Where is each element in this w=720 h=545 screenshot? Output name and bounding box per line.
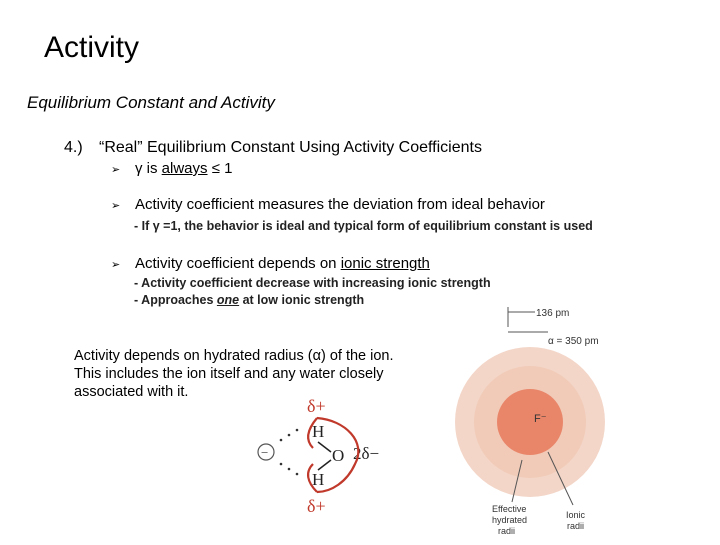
- two-delta-minus-label: 2δ−: [353, 444, 380, 463]
- slide-title: Activity: [44, 31, 140, 64]
- fluoride-ion-label: F⁻: [534, 413, 547, 425]
- paragraph-line: associated with it.: [74, 384, 189, 400]
- bullet-deviation: Activity coefficient measures the deviation from ideal behavior: [135, 196, 545, 213]
- bullet-gamma: [135, 160, 232, 178]
- bullet-gamma-always: always: [161, 160, 208, 177]
- hydrated-ion-figure: [448, 300, 608, 545]
- attraction-dot: [280, 439, 283, 442]
- arrow-bullet-icon: ➢: [111, 164, 121, 176]
- hydrated-label: hydrated: [492, 515, 528, 525]
- attraction-dot: [280, 463, 283, 466]
- slide-subtitle: Equilibrium Constant and Activity: [27, 93, 275, 112]
- oxygen-label: O: [332, 446, 345, 465]
- attraction-dot: [296, 429, 299, 432]
- bullet-gamma-pre: is: [142, 160, 162, 177]
- sub2-post: at low ionic strength: [239, 293, 365, 307]
- effective-label: Effective: [492, 504, 527, 514]
- item-heading: “Real” Equilibrium Constant Using Activity Coefficients: [99, 139, 482, 156]
- arrow-bullet-icon: ➢: [111, 200, 121, 212]
- bullet-ionic-pre: Activity coefficient depends on: [135, 255, 341, 272]
- attraction-dot: [296, 473, 299, 476]
- attraction-dot: [288, 434, 291, 437]
- dimension-136-label: 136 pm: [536, 308, 570, 319]
- water-dipole-svg: [255, 390, 405, 525]
- bullet-ionic-strength: [135, 255, 430, 273]
- bullet-ionic-sub2: [134, 292, 364, 308]
- bullet-gamma-post: ≤ 1: [207, 160, 233, 177]
- hydrated-ion-svg: [448, 300, 608, 540]
- h-top-label: H: [312, 422, 325, 441]
- ionic-label: Ionic: [566, 510, 586, 520]
- ion-core: [497, 389, 563, 455]
- item-number: 4.): [64, 139, 83, 156]
- oh-bond-bottom: [318, 460, 331, 470]
- attraction-dot: [288, 468, 291, 471]
- bullet-deviation-sub: - If γ =1, the behavior is ideal and typical form of equilibrium constant is used: [134, 219, 593, 233]
- radii-label-ionic: radii: [567, 521, 585, 531]
- bullet-ionic-sub1: - Activity coefficient decrease with increasing ionic strength: [134, 276, 491, 290]
- sub2-one: one: [216, 293, 240, 307]
- anion-minus-label: −: [261, 445, 269, 460]
- paragraph-line: This includes the ion itself and any water closely: [74, 366, 384, 382]
- delta-plus-bottom-label: δ+: [307, 496, 326, 516]
- gamma-symbol: γ: [135, 160, 143, 177]
- bullet-ionic-underlined: ionic strength: [340, 255, 430, 272]
- dimension-350-label: α = 350 pm: [548, 336, 599, 347]
- arrow-bullet-icon: ➢: [111, 259, 121, 271]
- oh-bond-top: [318, 442, 331, 452]
- paragraph-line: Activity depends on hydrated radius (α) of the ion.: [74, 348, 394, 364]
- water-dipole-figure: [255, 390, 405, 530]
- delta-plus-top-label: δ+: [307, 396, 326, 416]
- radii-label-effective: radii: [498, 526, 516, 536]
- sub2-pre: - Approaches: [134, 293, 217, 307]
- h-bottom-label: H: [312, 470, 325, 489]
